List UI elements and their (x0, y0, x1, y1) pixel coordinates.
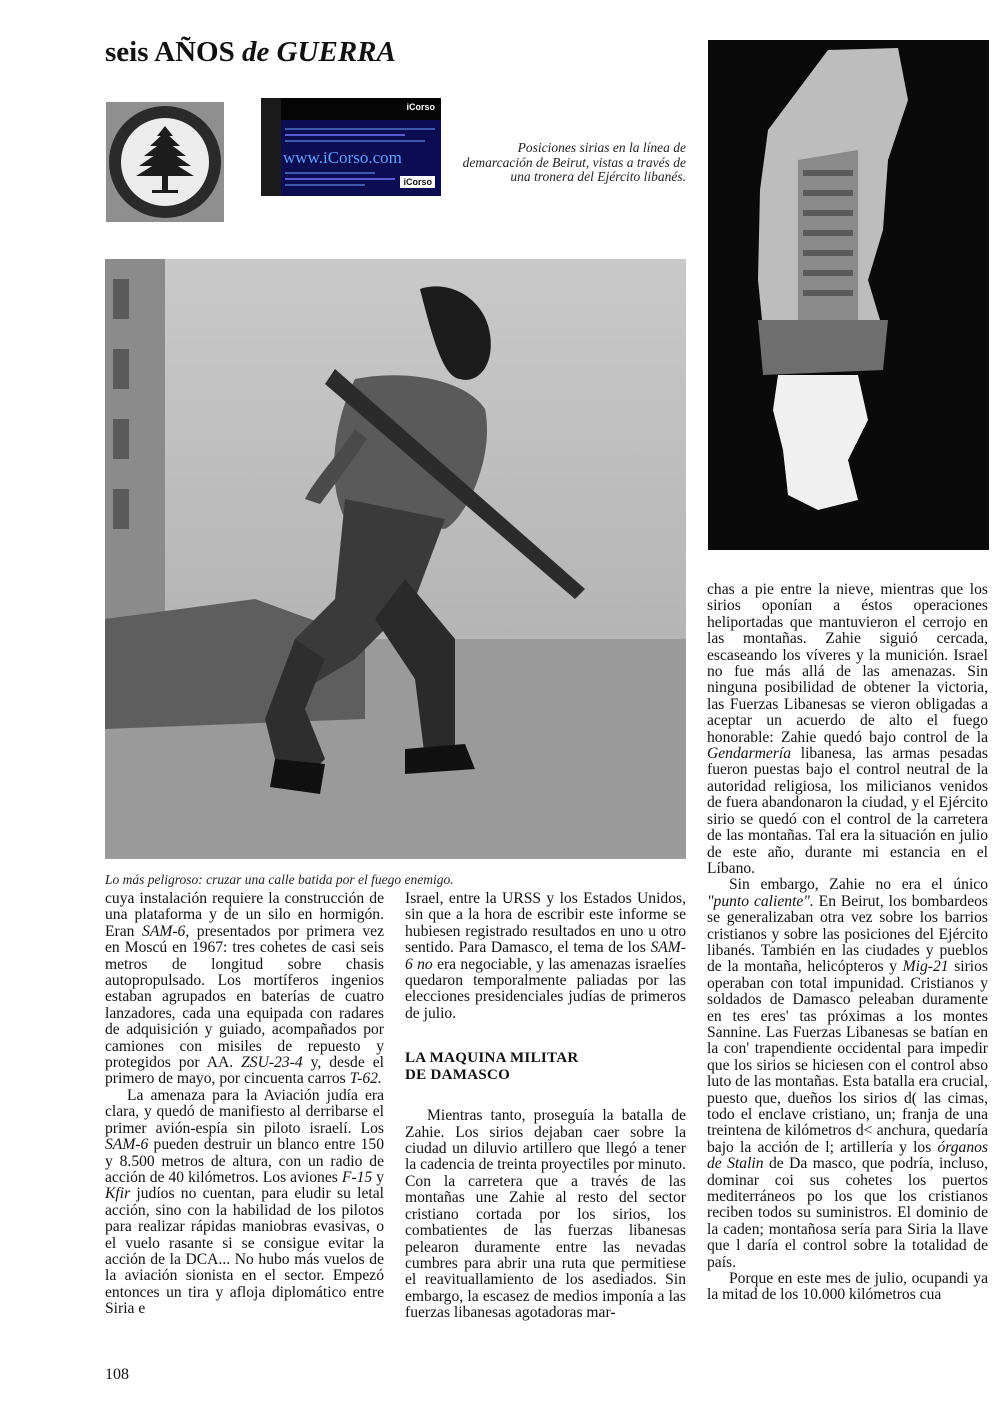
photo-main-caption: Lo más peligroso: cruzar una calle batida por el fuego enemigo. (105, 872, 454, 887)
article-column-2 (405, 891, 686, 1322)
text-run: de Da masco, que podría, incluso, dominar coi sus cohetes los puertos mediterráneos po los que los cristianos reciben todos su suministros. El dominio de la caden; montañosa sería para Siria la llave que l daría el control sobre la totalidad de país. (707, 1155, 988, 1271)
banner-divider (285, 140, 425, 142)
banner-url-link[interactable]: www.iCorso.com (283, 148, 402, 167)
text-run: cuya instalación requiere la construcción de una plataforma y de un silo en hormigón. Eran (105, 890, 384, 940)
text-run: libanesa, las armas pesadas fueron puestas bajo el control neutral de la autoridad religiosa, los milicianos venidos de fuera abandonaron la ciudad, y el Ejército sirio se quedó con el control de la carretera de las montañas. Tal era la situación en julio de este año, durante mi estancia en el Líbano. (707, 745, 988, 877)
page-number: 108 (105, 1366, 129, 1383)
banner-sidebar (261, 98, 281, 196)
text-run: pueden destruir un blanco entre 150 y 8.500 metros de altura, con un radio de acción de 40 kilómetros. Los aviones (105, 1136, 384, 1186)
running-soldier-photo (105, 259, 686, 859)
italic-text-run: órganos de Stalin (707, 1138, 988, 1173)
banner-divider (285, 134, 405, 136)
italic-text-run: "punto caliente". (707, 892, 814, 910)
text-run: era negociable, y las amenazas israelíes quedaron temporalmente paliadas por las elecciones presidenciales judías de primeros de julio. (405, 955, 686, 1022)
paragraph (707, 582, 988, 877)
title-part-1: seis AÑOS (105, 36, 235, 68)
paragraph (105, 891, 384, 1088)
title-part-2: de (241, 36, 270, 68)
paragraph (707, 877, 988, 1271)
italic-text-run: SAM-6 (105, 1136, 149, 1154)
text-run: sirios operaban con total impunidad. Cristianos y soldados de Damasco peleaban duramente en tes eres' tas próximas a los montes Sannine. Las Fuerzas Libanesas se batían en la con' trapendiente occidental para impedir que los sirios se hiciesen con el control abso luto de las montañas. Esta batalla era crucial, puesto que, dueños los sirios d( las cimas, todo el enclave cristiano, un; franja de una treintena de kilómetros d< anchura, quedaría bajo la acción de l; artillería y los (707, 958, 989, 1156)
banner-divider (285, 128, 435, 130)
text-run: Sin embargo, Zahie no era el único (729, 876, 988, 894)
italic-text-run: ZSU-23-4 (241, 1054, 303, 1072)
section-heading-line-2: DE DAMASCO (405, 1067, 511, 1084)
paragraph (105, 1088, 384, 1318)
italic-text-run: Gendarmería (707, 745, 792, 763)
text-run: En Beirut, los bombardeos se generalizaban otra vez sobre los barrios cristianos y sobre las posiciones del Ejército libanés. También en las ciudades y pueblos de la montaña, helicópteros y (707, 892, 988, 976)
italic-text-run: F-15 (341, 1168, 373, 1186)
section-heading (405, 1050, 686, 1084)
paragraph (405, 891, 686, 1022)
italic-text-run: Kfir (105, 1185, 131, 1203)
italic-text-run: T-62. (349, 1070, 382, 1088)
banner-divider (285, 178, 395, 180)
text-run: Mientras tanto, proseguía la batalla de Zahie. Los sirios dejaban caer sobre la ciudad un diluvio artillero que llegó a tener la cadencia de treinta proyectiles por minuto. Con la carretera que a través de las montañas une Zahie al resto del sector cristiano cortada por los sirios, los combatientes de las fuerzas libanesas pelearon duramente entre las nevadas cumbres para abrir una ruta que permitiese el reavituallamiento de los asediados. Sin embargo, la escasez de medios imponía a las fuerzas libanesas agotadoras mar- (405, 1107, 687, 1322)
banner-divider (285, 184, 365, 186)
italic-text-run: SAM-6 no (405, 939, 686, 973)
text-run: chas a pie entre la nieve, mientras que los sirios oponían a éstos operaciones heliportadas que mantuvieron el cerrojo en las montañas. Zahie siguió cercada, escaseando los víveres y la munición. Israel no fue más allá de las amenazas. Sin ninguna posibilidad de obtener la victoria, las Fuerzas Libanesas se vieron obligadas a aceptar un acuerdo de alto el fuego honorable: Zahie quedó bajo control de la (707, 581, 988, 746)
photo-right-caption: Posiciones sirias en la línea de demarcación de Beirut, vistas a través de una tronera del Ejército libanés. (462, 140, 686, 184)
italic-text-run: SAM-6, (142, 922, 190, 940)
paragraph (405, 1108, 686, 1321)
article-column-1 (105, 891, 384, 1318)
title-part-3: GUERRA (276, 36, 396, 68)
banner-brand-logo: iCorso (400, 176, 435, 188)
section-heading-line-1: LA MAQUINA MILITAR (405, 1050, 579, 1067)
text-run: y (372, 1168, 385, 1186)
italic-text-run: Mig-21 (902, 958, 949, 976)
banner-brand-top: iCorso (406, 102, 435, 112)
paragraph (707, 1271, 988, 1304)
text-run: presentados por primera vez en Moscú en 1967: tres cohetes de casi seis metros de longitud sobre chasis autopropulsado. Los mortíferos ingenios estaban agrupados en baterías de cuatro lanzadores, cada una equipada con radares de adquisición y guiado, acompañados por camiones con misiles de repuesto y protegidos por AA. (105, 922, 385, 1072)
banner-divider (285, 172, 375, 174)
text-run: Israel, entre la URSS y los Estados Unidos, sin que a la hora de escribir este informe se hubiesen registrado resultados en uno u otro sentido. Para Damasco, el tema de los (405, 890, 686, 957)
loophole-view-photo (708, 40, 989, 550)
text-run: Porque en este mes de julio, ocupandi ya la mitad de los 10.000 kilómetros cua (707, 1270, 988, 1304)
text-run: y, desde el primero de mayo, por cincuenta carros (105, 1054, 384, 1088)
lebanese-forces-cedar-emblem (106, 102, 224, 222)
article-column-3 (707, 582, 988, 1304)
text-run: judíos no cuentan, para eludir su letal acción, sino con la habilidad de los pilotos para realizar rápidas maniobras evasivas, o el vuelo rasante si se consigue evitar la acción de la DCA... No hubo más vuelos de la aviación sionista en el sector. Empezó entonces un tira y afloja diplomático entre Siria e (105, 1185, 384, 1318)
page-title (105, 36, 396, 69)
website-banner-ad[interactable] (261, 98, 441, 196)
text-run: La amenaza para la Aviación judía era clara, y quedó de manifiesto al derribarse el primer avión-espía sin piloto israelí. Los (105, 1086, 384, 1137)
